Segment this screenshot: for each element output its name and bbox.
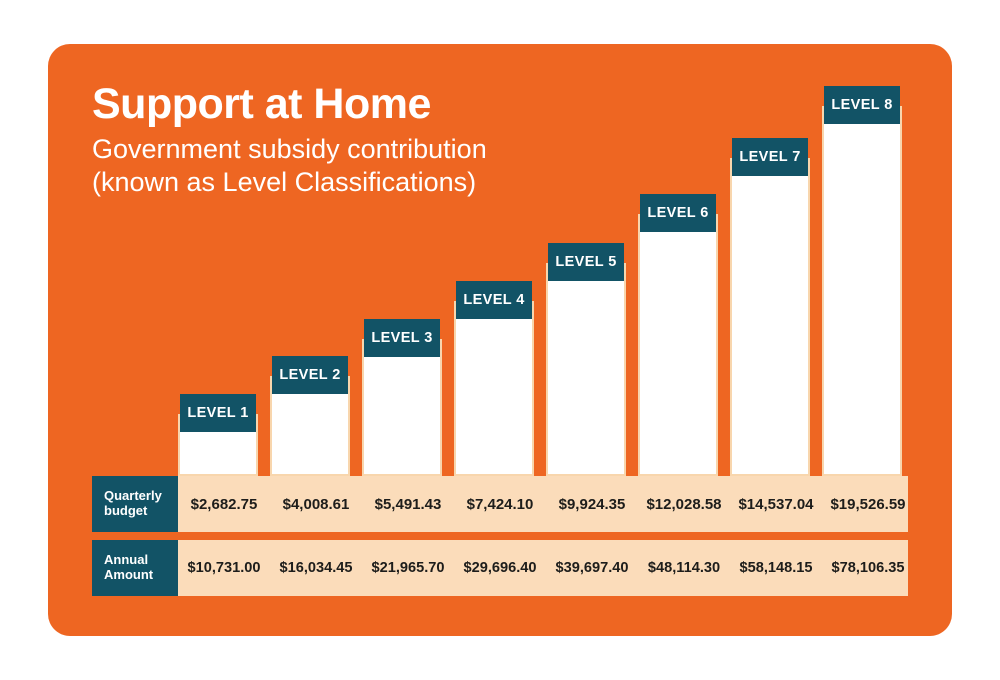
bar-level-badge: LEVEL 3 <box>364 319 440 357</box>
row-header-annual <box>92 540 178 596</box>
table-cell: $39,697.40 <box>555 560 629 576</box>
subtitle-line-1: Government subsidy contribution <box>92 134 487 165</box>
table-cell: $2,682.75 <box>190 495 258 513</box>
row-cells-annual <box>178 540 908 596</box>
table-cell: $21,965.70 <box>371 560 445 576</box>
bar-level-badge: LEVEL 2 <box>272 356 348 394</box>
bar-body <box>730 158 810 476</box>
row-header-quarterly <box>92 476 178 532</box>
table-row-annual <box>92 540 908 596</box>
subtitle-line-2: (known as Level Classifications) <box>92 167 477 198</box>
orange-card <box>48 44 952 636</box>
table-cell: $19,526.59 <box>830 495 906 513</box>
bar-level-badge: LEVEL 4 <box>456 281 532 319</box>
table-cell: $48,114.30 <box>647 560 721 576</box>
row-cells-quarterly <box>178 476 908 532</box>
bar-body <box>546 263 626 476</box>
table-cell: $29,696.40 <box>463 560 537 576</box>
table-cell: $4,008.61 <box>282 495 350 513</box>
bar-body <box>638 214 718 476</box>
table-cell: $58,148.15 <box>739 560 813 576</box>
bar-level-badge: LEVEL 7 <box>732 138 808 176</box>
table-cell: $12,028.58 <box>646 495 722 513</box>
table-cell: $16,034.45 <box>279 560 353 576</box>
row-header-line-2: Amount <box>104 567 154 582</box>
bar-body <box>822 106 902 476</box>
page-title: Support at Home <box>92 80 431 128</box>
table-cell: $5,491.43 <box>374 495 442 513</box>
title-block <box>92 82 487 199</box>
row-header-line-1: Annual <box>104 552 149 568</box>
bar-level-badge: LEVEL 5 <box>548 243 624 281</box>
bar-level-badge: LEVEL 6 <box>640 194 716 232</box>
table-row-quarterly <box>92 476 908 532</box>
bar-body <box>454 301 534 476</box>
data-table <box>92 476 908 596</box>
row-header-line-1: Quarterly <box>104 488 162 504</box>
bar-level-badge: LEVEL 8 <box>824 86 900 124</box>
row-header-line-2: budget <box>104 503 148 518</box>
table-cell: $10,731.00 <box>187 560 261 576</box>
table-cell: $14,537.04 <box>738 495 814 513</box>
bar-level-badge: LEVEL 1 <box>180 394 256 432</box>
bar-body <box>362 339 442 476</box>
table-cell: $78,106.35 <box>831 560 905 576</box>
table-cell: $7,424.10 <box>466 495 534 513</box>
table-cell: $9,924.35 <box>558 495 626 513</box>
